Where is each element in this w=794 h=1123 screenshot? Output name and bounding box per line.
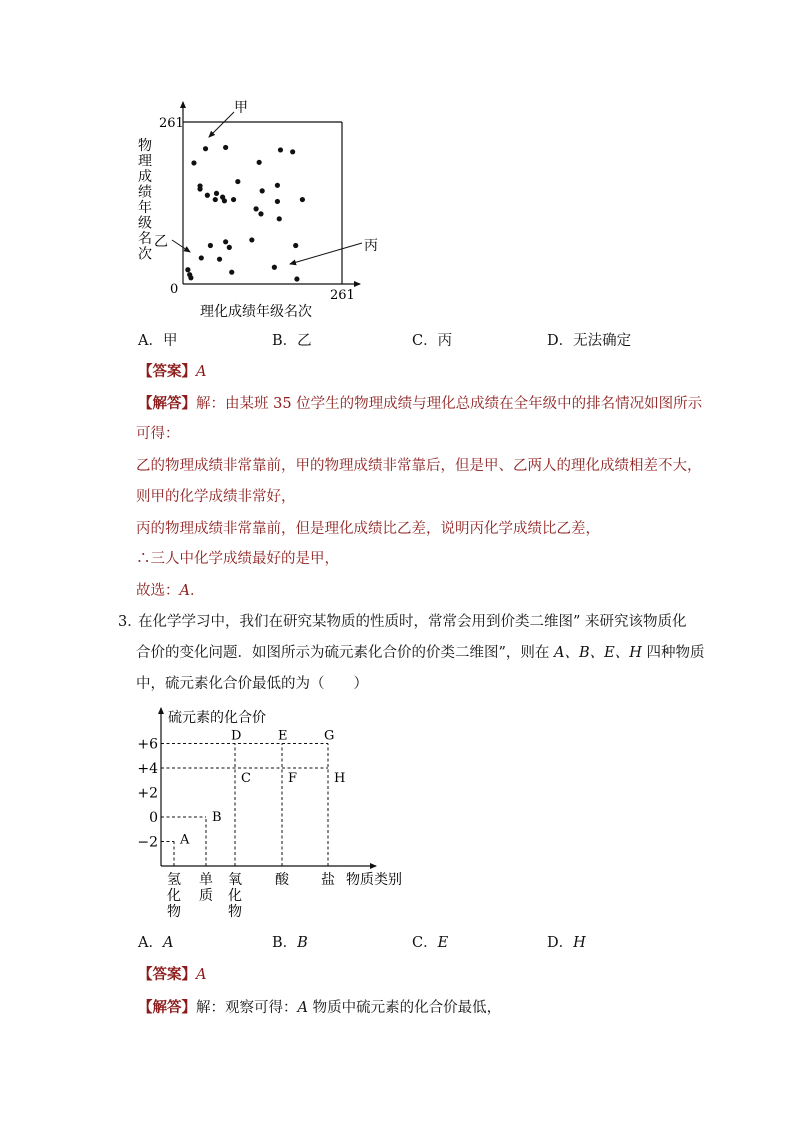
scatter-point-26: [223, 239, 228, 244]
q2-solution-select-value: A: [179, 583, 190, 599]
q2-option-d: D．无法确定: [547, 333, 632, 349]
scatter-point-14: [222, 198, 227, 203]
q2-solution-select-suffix: ．: [189, 583, 205, 599]
scatter-point-1: [203, 146, 208, 151]
scatter-y-title-char-1: 物: [138, 138, 152, 154]
scatter-point-31: [229, 270, 234, 275]
q2-answer-tag: 【答案】: [138, 363, 196, 380]
valence-category-hydride-1: 氢: [167, 872, 181, 888]
scatter-y-title-char-2: 理: [138, 153, 152, 170]
scatter-point-17: [275, 183, 280, 188]
q2-option-c: C．丙: [412, 333, 453, 349]
q2-solution-line7: [136, 581, 204, 601]
valence-category-acid-1: 酸: [275, 872, 289, 888]
scatter-y-title-char-5: 年: [138, 200, 152, 216]
scatter-point-5: [278, 147, 283, 152]
valence-point-H: H: [334, 771, 346, 786]
scatter-point-19: [254, 206, 259, 211]
valence-x-title: 物质类别: [346, 872, 402, 888]
valence-y-ticks: [137, 737, 158, 851]
valence-chart: [130, 700, 420, 925]
scatter-point-10: [235, 179, 240, 184]
scatter-point-32: [185, 267, 190, 272]
q2-answer-value: A: [196, 364, 207, 380]
q3-option-b-prefix: B．: [272, 935, 298, 951]
q3-option-d-prefix: D．: [547, 935, 574, 951]
valence-y-tick-5: −2: [137, 834, 158, 851]
valence-x-categories: [167, 871, 335, 920]
valence-category-hydride-3: 物: [167, 904, 181, 920]
scatter-point-12: [213, 197, 218, 202]
q3-line2-text-a: 合价的变化问题．如图所示为硫元素化合价的价类二维图”，则在: [136, 645, 555, 661]
q3-option-c-prefix: C．: [412, 935, 438, 951]
scatter-arrow-jia: [209, 112, 234, 137]
q3-option-b-var: B: [297, 935, 308, 951]
q3-answer-tag: 【答案】: [138, 966, 196, 983]
scatter-y-title-char-8: 次: [138, 246, 152, 263]
scatter-x-title: 理化成绩年级名次: [200, 304, 312, 320]
q2-solution-text1: 解：由某班 35 位学生的物理成绩与理化总成绩在全年级中的排名情况如图所示: [196, 396, 703, 412]
scatter-y-title: [138, 137, 152, 263]
q2-solution-line6: ∴三人中化学成绩最好的是甲，: [136, 551, 339, 567]
valence-category-element-1: 单: [199, 872, 213, 888]
q3-option-a-var: A: [162, 935, 174, 951]
q3-line3: 中，硫元素化合价最低的为（ ）: [136, 676, 368, 692]
valence-point-G: G: [324, 728, 335, 744]
scatter-point-16: [260, 188, 265, 193]
valence-y-title: 硫元素的化合价: [168, 710, 266, 726]
scatter-point-9: [197, 183, 202, 188]
q3-answer: [138, 965, 206, 985]
scatter-point-23: [227, 245, 232, 250]
q2-solution-line2: 可得：: [136, 426, 180, 442]
scatter-point-27: [249, 237, 254, 242]
scatter-y-title-char-3: 成: [138, 169, 152, 185]
valence-guides: [161, 744, 328, 867]
q2-solution-line3: 乙的物理成绩非常靠前，甲的物理成绩非常靠后，但是甲、乙两人的理化成绩相差不大，: [136, 458, 702, 474]
scatter-point-21: [275, 199, 280, 204]
q3-line2-text-b: 四种物质: [641, 645, 705, 661]
scatter-point-29: [199, 255, 204, 260]
scatter-point-11: [214, 191, 219, 196]
scatter-point-8: [205, 193, 210, 198]
q3-option-c-var: E: [437, 935, 449, 951]
scatter-point-20: [258, 211, 263, 216]
q2-solution-line1: [138, 394, 702, 414]
valence-category-salt-1: 盐: [321, 872, 335, 888]
q3-line2: [136, 643, 705, 663]
scatter-label-bing: 丙: [364, 238, 378, 254]
q2-solution-tag: 【解答】: [138, 395, 196, 412]
scatter-point-4: [257, 160, 262, 165]
valence-point-A: A: [180, 832, 190, 848]
scatter-point-25: [208, 243, 213, 248]
q3-line1: 在化学学习中，我们在研究某物质的性质时，常常会用到价类二维图” 来研究该物质化: [138, 614, 687, 630]
scatter-point-18: [300, 197, 305, 202]
scatter-point-2: [191, 160, 196, 165]
scatter-arrow-yi: [172, 240, 190, 252]
q3-option-a-prefix: A．: [138, 935, 163, 951]
q2-answer: [138, 362, 206, 382]
rank-scatter-chart: [130, 95, 400, 325]
q3-solution-text-a: 解：观察可得：: [196, 1000, 298, 1016]
valence-point-E: E: [278, 728, 288, 744]
scatter-point-22: [277, 216, 282, 221]
scatter-y-title-char-4: 绩: [138, 184, 152, 201]
scatter-point-30: [272, 265, 277, 270]
q2-solution-select-prefix: 故选：: [136, 583, 180, 599]
scatter-point-15: [231, 197, 236, 202]
scatter-origin-label: 0: [170, 282, 179, 297]
valence-y-tick-2: +4: [137, 761, 158, 777]
scatter-point-35: [294, 276, 299, 281]
valence-category-oxide-3: 物: [228, 904, 242, 920]
q3-line2-vars: A、B、E、H: [554, 645, 642, 661]
valence-y-tick-3: +2: [137, 785, 158, 802]
valence-category-oxide-1: 氧: [228, 872, 242, 888]
q3-option-a: [138, 933, 173, 953]
scatter-label-jia: 甲: [234, 100, 248, 116]
valence-category-oxide-2: 化: [228, 888, 242, 904]
q2-option-b: B．乙: [272, 333, 312, 349]
scatter-point-24: [217, 257, 222, 262]
q3-option-d-var: H: [573, 935, 586, 951]
q3-option-b: [272, 933, 308, 953]
q2-option-a: A．甲: [138, 333, 178, 349]
q3-answer-value: A: [196, 967, 207, 983]
valence-point-F: F: [288, 771, 298, 786]
q3-number: 3．: [118, 614, 142, 630]
scatter-y-title-char-6: 级: [138, 215, 152, 232]
valence-point-D: D: [231, 728, 242, 744]
valence-point-B: B: [212, 810, 222, 825]
valence-y-tick-4: 0: [149, 810, 158, 826]
q3-solution-tag: 【解答】: [138, 999, 196, 1016]
q2-solution-line4: 则甲的化学成绩非常好，: [136, 489, 296, 505]
valence-points: [179, 729, 345, 848]
scatter-point-6: [290, 149, 295, 154]
q2-solution-line5: 丙的物理成绩非常靠前，但是理化成绩比乙差，说明丙化学成绩比乙差，: [136, 521, 600, 537]
q3-option-c: [412, 933, 448, 953]
scatter-point-28: [293, 243, 298, 248]
valence-point-C: C: [241, 771, 251, 786]
scatter-point-34: [188, 275, 193, 280]
q3-solution-text-b: 物质中硫元素的化合价最低，: [307, 1000, 502, 1016]
scatter-x-max-label: 261: [330, 288, 355, 303]
scatter-point-3: [223, 145, 228, 150]
scatter-points: [185, 145, 305, 282]
q3-solution: [138, 998, 501, 1018]
scatter-y-max-label: 261: [159, 116, 184, 131]
scatter-label-yi: 乙: [154, 234, 168, 250]
q3-solution-var: A: [297, 1000, 308, 1016]
q3-option-d: [547, 933, 586, 953]
valence-y-tick-1: +6: [137, 736, 158, 753]
valence-category-element-2: 质: [199, 888, 213, 904]
scatter-y-title-char-7: 名: [138, 231, 152, 247]
scatter-arrow-bing: [290, 243, 362, 264]
valence-category-hydride-2: 化: [167, 888, 181, 904]
